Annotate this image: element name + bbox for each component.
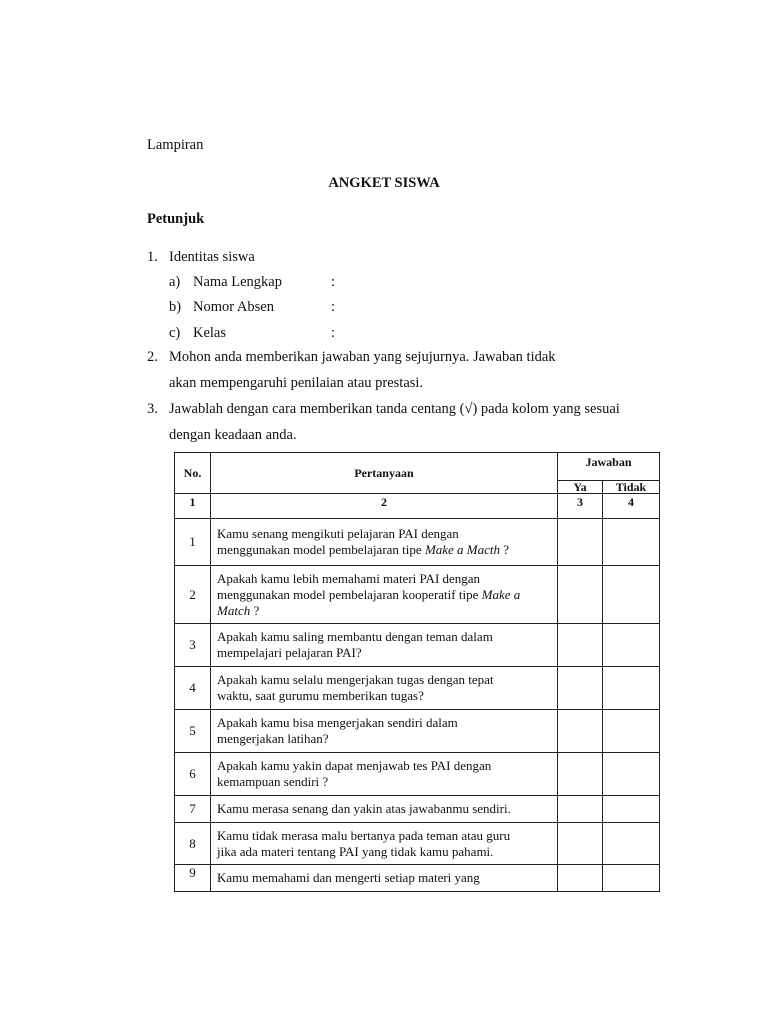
question-text	[211, 710, 558, 753]
instruction-2-line2: akan mempengaruhi penilaian atau prestasi.	[169, 375, 424, 391]
row-number: 7	[175, 796, 211, 823]
question-text	[211, 519, 558, 566]
question-line: jika ada materi tentang PAI yang tidak kamu pahami.	[217, 843, 494, 859]
index-cell: 4	[603, 494, 660, 519]
question-text	[211, 796, 558, 823]
answer-ya-cell[interactable]	[558, 865, 603, 892]
header-no: No.	[175, 453, 211, 494]
field-label-nama: Nama Lengkap	[193, 274, 282, 290]
question-line: mengerjakan latihan?	[217, 731, 329, 746]
index-cell: 3	[558, 494, 603, 519]
instruction-3-line1: Jawablah dengan cara memberikan tanda centang (√) pada kolom yang sesuai	[169, 401, 620, 417]
answer-ya-cell[interactable]	[558, 823, 603, 865]
instruction-3-number: 3.	[147, 401, 158, 417]
answer-tidak-cell[interactable]	[603, 566, 660, 624]
question-line: Apakah kamu lebih memahami materi PAI dengan	[217, 570, 481, 586]
answer-tidak-cell[interactable]	[603, 667, 660, 710]
field-letter: b)	[169, 299, 182, 315]
index-cell: 2	[211, 494, 558, 519]
table-row	[175, 519, 660, 566]
answer-ya-cell[interactable]	[558, 667, 603, 710]
question-line: Apakah kamu saling membantu dengan teman dalam	[217, 629, 493, 644]
question-line: Kamu merasa senang dan yakin atas jawabanmu sendiri.	[217, 801, 511, 816]
question-line: Apakah kamu bisa mengerjakan sendiri dalam	[217, 715, 458, 730]
question-line: Apakah kamu yakin dapat menjawab tes PAI dengan	[217, 758, 492, 773]
header-ya: Ya	[558, 481, 603, 494]
row-number: 6	[175, 753, 211, 796]
header-pertanyaan: Pertanyaan	[211, 453, 558, 494]
table-row	[175, 566, 660, 624]
question-text	[211, 667, 558, 710]
question-line: Kamu senang mengikuti pelajaran PAI dengan	[217, 526, 459, 541]
answer-tidak-cell[interactable]	[603, 823, 660, 865]
instruction-1-text: Identitas siswa	[169, 249, 255, 265]
question-text	[211, 865, 558, 892]
answer-ya-cell[interactable]	[558, 796, 603, 823]
table-row	[175, 823, 660, 865]
row-number: 4	[175, 667, 211, 710]
question-text	[211, 823, 558, 865]
instruction-2-line1: Mohon anda memberikan jawaban yang sejujurnya. Jawaban tidak	[169, 349, 556, 365]
table-row	[175, 796, 660, 823]
table-row	[175, 753, 660, 796]
question-line: menggunakan model pembelajaran kooperatif tipe Make a	[217, 586, 521, 602]
questionnaire-table	[174, 452, 660, 892]
question-line: Apakah kamu selalu mengerjakan tugas dengan tepat	[217, 672, 494, 687]
row-number: 9	[175, 865, 211, 892]
answer-ya-cell[interactable]	[558, 566, 603, 624]
answer-ya-cell[interactable]	[558, 519, 603, 566]
question-line: menggunakan model pembelajaran tipe Make a Macth ?	[217, 542, 510, 557]
answer-ya-cell[interactable]	[558, 753, 603, 796]
question-line: mempelajari pelajaran PAI?	[217, 645, 362, 660]
field-label-absen: Nomor Absen	[193, 299, 274, 315]
answer-ya-cell[interactable]	[558, 710, 603, 753]
answer-tidak-cell[interactable]	[603, 753, 660, 796]
table-row	[175, 624, 660, 667]
row-number: 8	[175, 823, 211, 865]
question-line: waktu, saat gurumu memberikan tugas?	[217, 688, 424, 703]
question-line: kemampuan sendiri ?	[217, 774, 329, 789]
field-colon: :	[331, 299, 336, 315]
header-tidak: Tidak	[603, 481, 660, 494]
table-row	[175, 865, 660, 892]
field-label-kelas: Kelas	[193, 325, 227, 341]
question-text	[211, 566, 558, 624]
question-line: Kamu tidak merasa malu bertanya pada teman atau guru	[217, 827, 511, 843]
instruction-2-number: 2.	[147, 349, 158, 365]
question-line: Match ?	[217, 602, 260, 618]
table-row	[175, 667, 660, 710]
answer-tidak-cell[interactable]	[603, 519, 660, 566]
lampiran-label: Lampiran	[147, 137, 204, 153]
field-colon: :	[331, 325, 336, 341]
instruction-1-number: 1.	[147, 249, 158, 265]
question-text	[211, 753, 558, 796]
answer-tidak-cell[interactable]	[603, 865, 660, 892]
table-row	[175, 710, 660, 753]
field-letter: c)	[169, 325, 181, 341]
instruction-3-line2: dengan keadaan anda.	[169, 427, 297, 443]
row-number: 3	[175, 624, 211, 667]
field-letter: a)	[169, 274, 181, 290]
answer-tidak-cell[interactable]	[603, 710, 660, 753]
field-colon: :	[331, 274, 336, 290]
page-title: ANGKET SISWA	[328, 175, 440, 191]
row-number: 1	[175, 519, 211, 566]
row-number: 5	[175, 710, 211, 753]
question-line: Kamu memahami dan mengerti setiap materi yang	[217, 870, 480, 885]
question-text	[211, 624, 558, 667]
answer-tidak-cell[interactable]	[603, 796, 660, 823]
header-jawaban: Jawaban	[558, 453, 660, 481]
answer-tidak-cell[interactable]	[603, 624, 660, 667]
answer-ya-cell[interactable]	[558, 624, 603, 667]
index-cell: 1	[175, 494, 211, 519]
petunjuk-heading: Petunjuk	[147, 211, 205, 227]
row-number: 2	[175, 566, 211, 624]
